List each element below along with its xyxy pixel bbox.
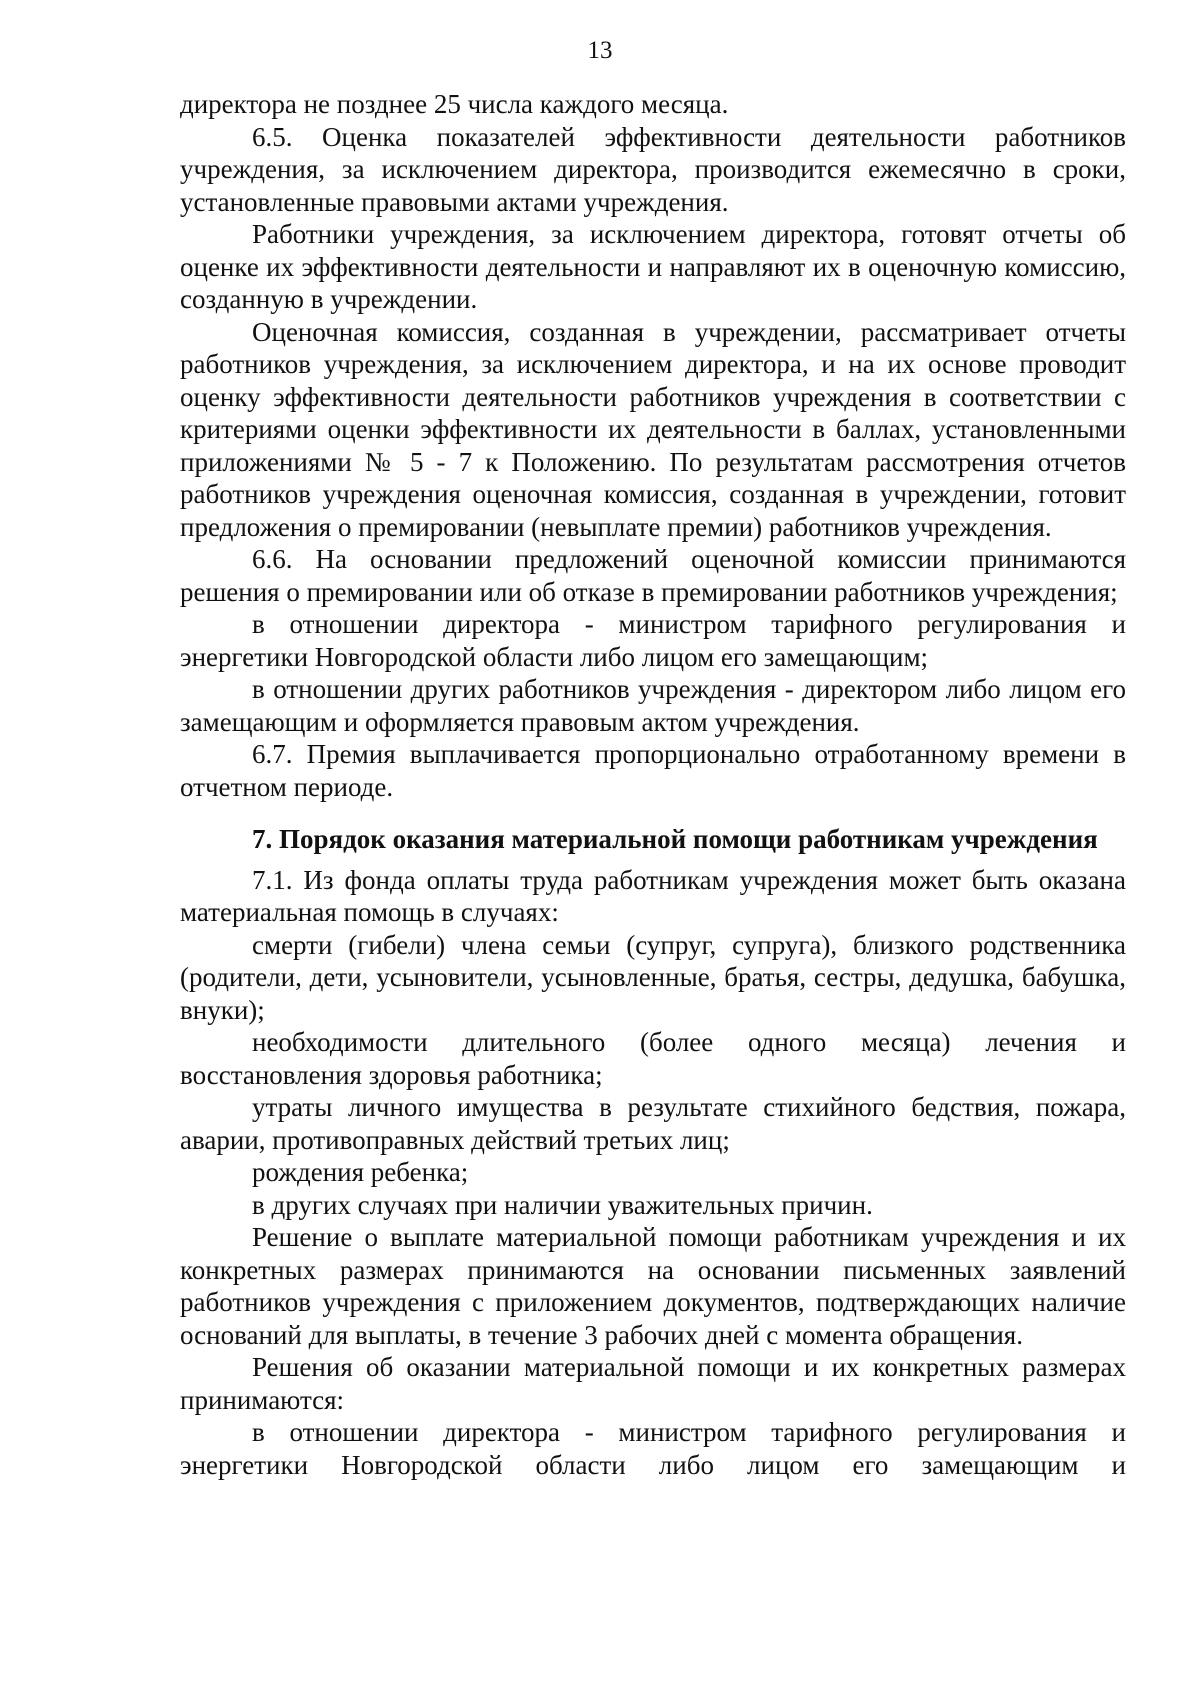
section-7-body — [180, 864, 1126, 1482]
paragraph: в отношении других работников учреждения - директором либо лицом его замещающим и оформляется правовым актом учреждения. — [180, 674, 1126, 737]
page-number: 13 — [587, 37, 613, 64]
paragraph: 6.6. На основании предложений оценочной комиссии принимаются решения о премировании или об отказе в премировании работников учреждения; — [180, 544, 1126, 607]
paragraph: Работники учреждения, за исключением директора, готовят отчеты об оценке их эффективности деятельности и направляют их в оценочную комиссию, созданную в учреждении. — [180, 219, 1126, 314]
paragraph: в других случаях при наличии уважительных причин. — [252, 1189, 873, 1220]
paragraph: Решение о выплате материальной помощи работникам учреждения и их конкретных размерах принимаются на основании письменных заявлений работников учреждения с приложением документов, подтверждающих наличие оснований для выплаты, в течение 3 рабочих дней с момента обращения. — [180, 1222, 1126, 1350]
paragraph: 6.5. Оценка показателей эффективности деятельности работников учреждения, за исключением директора, производится ежемесячно в сроки, установленные правовыми актами учреждения. — [180, 121, 1126, 217]
paragraph: Решения об оказании материальной помощи и их конкретных размерах принимаются: — [180, 1352, 1126, 1415]
paragraph: 7.1. Из фонда оплаты труда работникам учреждения может быть оказана материальная помощь в случаях: — [180, 864, 1126, 927]
paragraph: 6.7. Премия выплачивается пропорционально отработанному времени в отчетном периоде. — [180, 739, 1126, 802]
paragraph: утраты личного имущества в результате стихийного бедствия, пожара, аварии, противоправных действий третьих лиц; — [180, 1092, 1126, 1155]
paragraph: рождения ребенка; — [252, 1157, 469, 1187]
section-6-continuation — [180, 88, 1126, 803]
paragraph: смерти (гибели) члена семьи (супруг, супруга), близкого родственника (родители, дети, усыновители, усыновленные, братья, сестры, дедушка, бабушка, внуки); — [180, 929, 1126, 1025]
paragraph: в отношении директора - министром тарифного регулирования и энергетики Новгородской области либо лицом его замещающим; — [180, 609, 1126, 672]
document-body — [180, 88, 1126, 1481]
paragraph: в отношении директора - министром тарифного регулирования и энергетики Новгородской области либо лицом его замещающим и — [180, 1417, 1126, 1480]
paragraph: Оценочная комиссия, созданная в учреждении, рассматривает отчеты работников учреждения, за исключением директора, и на их основе проводит оценку эффективности деятельности работников учреждения в соответствии с критериями оценки эффективности их деятельности в баллах, установленными приложениями № 5 - 7 к Положению. По результатам рассмотрения отчетов работников учреждения оценочная комиссия, созданная в учреждении, готовит предложения о премировании (невыплате премии) работников учреждения. — [180, 316, 1126, 542]
paragraph: необходимости длительного (более одного месяца) лечения и восстановления здоровья работника; — [180, 1027, 1126, 1090]
section-7-heading: 7. Порядок оказания материальной помощи работникам учреждения — [252, 824, 1098, 854]
paragraph: директора не позднее 25 числа каждого месяца. — [180, 89, 729, 119]
